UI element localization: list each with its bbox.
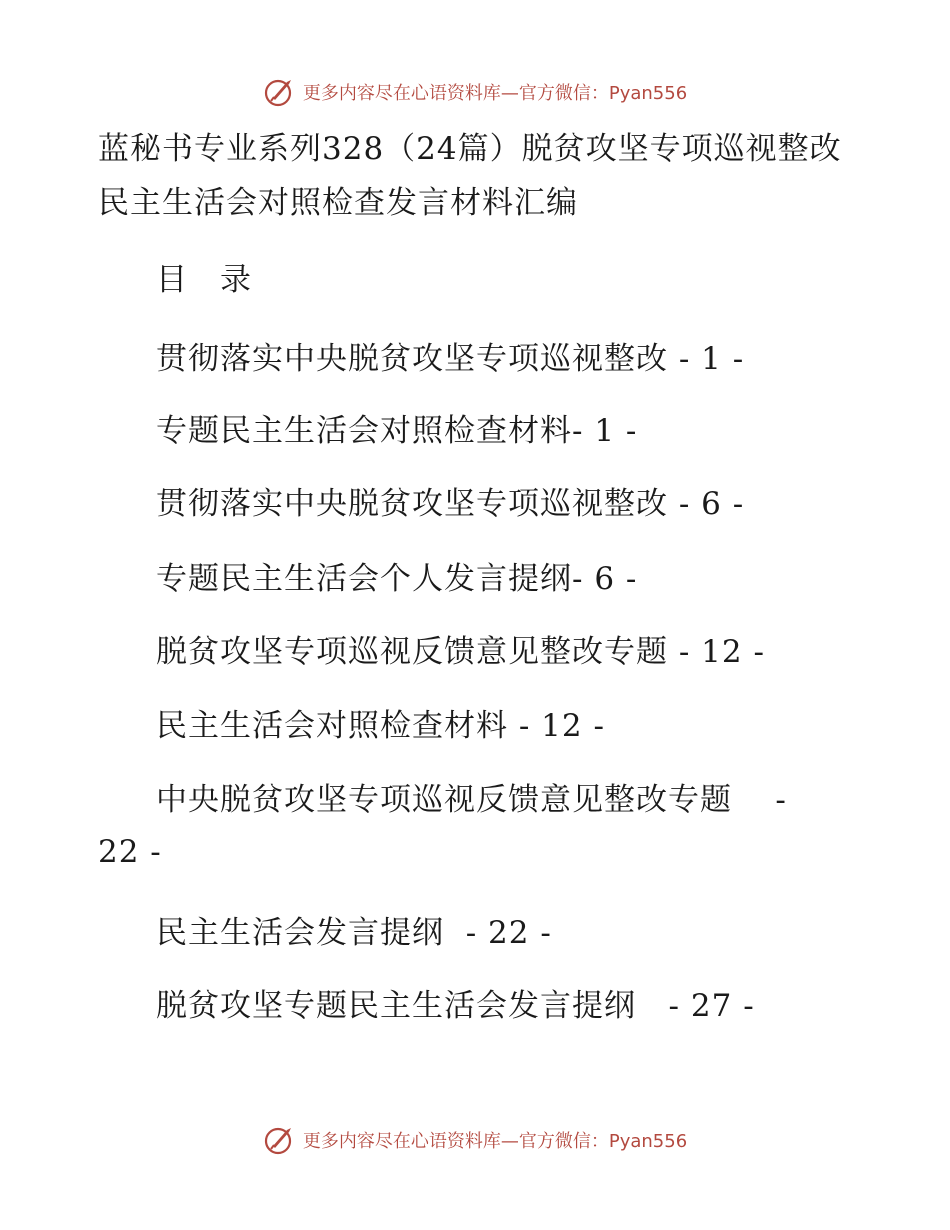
quill-pen-logo-icon — [263, 76, 297, 108]
toc-entry: 脱贫攻坚专项巡视反馈意见整改专题 - 12 - — [156, 634, 765, 670]
toc-entry: 民主生活会对照检查材料 - 12 - — [156, 708, 605, 744]
document-title: 蓝秘书专业系列328（24篇）脱贫攻坚专项巡视整改民主生活会对照检查发言材料汇编 — [98, 131, 842, 221]
toc-entry: 贯彻落实中央脱贫攻坚专项巡视整改 - 1 - — [156, 341, 745, 377]
toc-entry: 脱贫攻坚专题民主生活会发言提纲 - 27 - — [156, 988, 755, 1024]
toc-entry-continuation: 22 - — [98, 834, 162, 870]
toc-entry: 民主生活会发言提纲 - 22 - — [156, 915, 552, 951]
watermark-text: 更多内容尽在心语资料库—官方微信：Pyan556 — [302, 83, 688, 104]
watermark-text: 更多内容尽在心语资料库—官方微信：Pyan556 — [302, 1131, 688, 1152]
toc-entry: 中央脱贫攻坚专项巡视反馈意见整改专题 - — [156, 782, 787, 818]
quill-pen-logo-icon — [263, 1124, 297, 1156]
watermark-header — [0, 76, 950, 108]
toc-heading: 目 录 — [156, 262, 252, 298]
toc-entry: 贯彻落实中央脱贫攻坚专项巡视整改 - 6 - — [156, 486, 745, 522]
toc-entry: 专题民主生活会个人发言提纲- 6 - — [156, 561, 638, 597]
watermark-footer — [0, 1124, 950, 1156]
toc-entry: 专题民主生活会对照检查材料- 1 - — [156, 413, 638, 449]
